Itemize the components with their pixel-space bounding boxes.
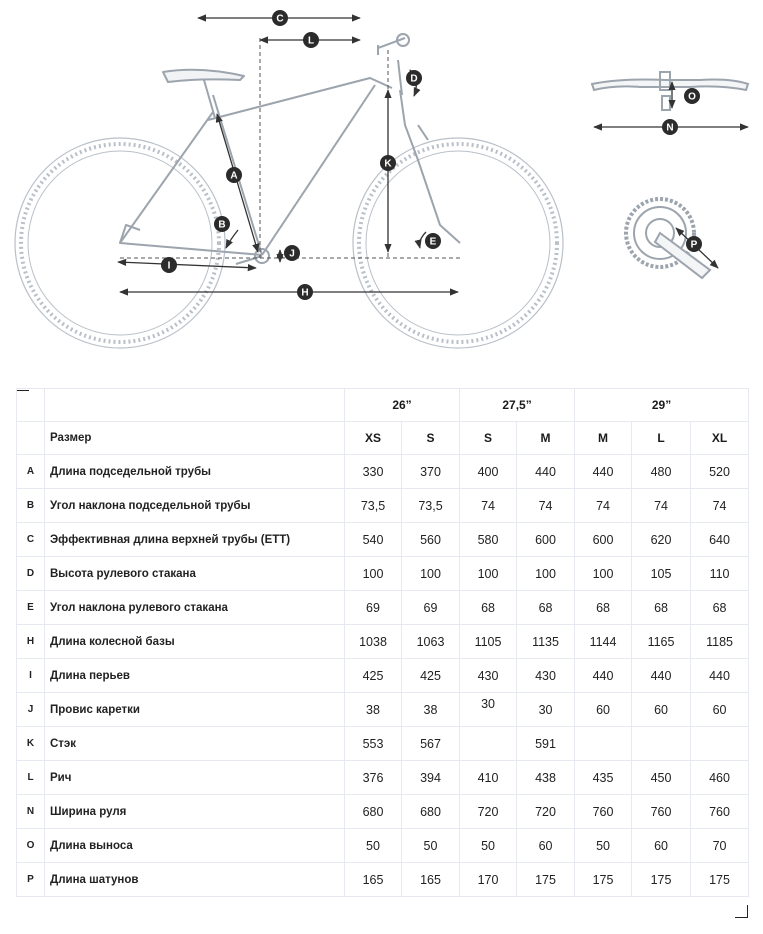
value-cell xyxy=(402,557,460,591)
value-text: 170 xyxy=(477,872,499,887)
value-text: 50 xyxy=(366,838,380,853)
value-cell xyxy=(632,829,691,863)
geometry-table-body xyxy=(17,455,749,897)
value-cell xyxy=(402,659,460,693)
svg-text:K: K xyxy=(384,158,392,170)
value-cell xyxy=(460,761,517,795)
row-label: Длина перьев xyxy=(45,659,345,693)
value-cell xyxy=(402,489,460,523)
value-cell xyxy=(402,829,460,863)
value-text: 68 xyxy=(538,600,553,615)
value-cell xyxy=(632,795,691,829)
row-key: N xyxy=(17,795,45,829)
value-cell xyxy=(517,829,575,863)
value-text: 1038 xyxy=(359,634,387,649)
value-text: 600 xyxy=(592,532,614,547)
value-cell xyxy=(632,659,691,693)
size-cell: M xyxy=(575,422,632,455)
value-cell xyxy=(460,591,517,625)
value-text: 480 xyxy=(650,464,672,479)
value-cell xyxy=(345,693,402,727)
value-text: 560 xyxy=(420,532,441,547)
svg-text:L: L xyxy=(307,35,315,47)
value-text: 74 xyxy=(654,498,668,513)
value-cell xyxy=(345,795,402,829)
value-text: 680 xyxy=(420,804,441,819)
value-cell xyxy=(402,761,460,795)
table-row xyxy=(17,489,749,523)
value-cell xyxy=(345,625,402,659)
group-29: 29” xyxy=(575,389,749,422)
row-label: Рич xyxy=(45,761,345,795)
value-cell xyxy=(345,761,402,795)
row-label: Ширина руля xyxy=(45,795,345,829)
value-cell xyxy=(575,693,632,727)
badge-i xyxy=(161,257,177,273)
value-text: 370 xyxy=(420,464,441,479)
svg-text:A: A xyxy=(230,170,238,182)
value-cell xyxy=(517,591,575,625)
row-key: B xyxy=(17,489,45,523)
value-text: 74 xyxy=(481,498,495,513)
value-cell xyxy=(402,693,460,727)
table-row xyxy=(17,591,749,625)
value-cell xyxy=(691,863,749,897)
value-text: 30 xyxy=(481,696,495,711)
value-text: 74 xyxy=(538,498,553,513)
value-cell xyxy=(575,727,632,761)
value-text: 425 xyxy=(362,668,384,683)
value-text: 50 xyxy=(481,838,495,853)
value-cell xyxy=(460,863,517,897)
table-row xyxy=(17,693,749,727)
value-cell xyxy=(460,829,517,863)
svg-text:H: H xyxy=(301,287,309,299)
value-text: 600 xyxy=(535,532,556,547)
row-key: L xyxy=(17,761,45,795)
row-key: C xyxy=(17,523,45,557)
value-cell xyxy=(575,829,632,863)
value-text: 394 xyxy=(420,770,441,785)
value-text: 640 xyxy=(709,532,730,547)
badge-a xyxy=(226,167,242,183)
row-label: Эффективная длина верхней трубы (ETT) xyxy=(45,523,345,557)
value-text: 400 xyxy=(477,464,499,479)
badge-n xyxy=(662,119,678,135)
badge-h xyxy=(297,284,313,300)
value-cell xyxy=(402,455,460,489)
row-key: O xyxy=(17,829,45,863)
value-text: 50 xyxy=(596,838,610,853)
value-cell xyxy=(632,625,691,659)
value-cell xyxy=(517,523,575,557)
value-cell xyxy=(345,659,402,693)
value-cell xyxy=(517,761,575,795)
value-text: 450 xyxy=(650,770,672,785)
value-cell xyxy=(402,727,460,761)
value-text: 720 xyxy=(535,804,556,819)
value-text: 100 xyxy=(420,566,441,581)
value-text: 760 xyxy=(709,804,730,819)
value-text: 425 xyxy=(420,668,441,683)
value-cell xyxy=(345,489,402,523)
crankset-diagram xyxy=(626,199,718,278)
table-row xyxy=(17,829,749,863)
value-text: 110 xyxy=(709,566,730,581)
value-text: 30 xyxy=(538,702,553,717)
value-text: 60 xyxy=(538,838,553,853)
value-text: 175 xyxy=(650,872,672,887)
value-cell xyxy=(575,863,632,897)
value-cell xyxy=(517,557,575,591)
table-row xyxy=(17,761,749,795)
value-cell xyxy=(575,489,632,523)
value-cell xyxy=(691,455,749,489)
value-text: 330 xyxy=(362,464,384,479)
value-text: 175 xyxy=(535,872,556,887)
handlebar-diagram xyxy=(592,72,748,127)
geometry-table xyxy=(16,388,749,897)
value-text: 591 xyxy=(535,736,556,751)
value-cell xyxy=(632,727,691,761)
svg-text:E: E xyxy=(429,236,437,248)
value-cell xyxy=(632,455,691,489)
value-cell xyxy=(517,625,575,659)
value-cell xyxy=(575,455,632,489)
size-key-spacer xyxy=(17,422,45,455)
value-text: 540 xyxy=(362,532,384,547)
row-label: Высота рулевого стакана xyxy=(45,557,345,591)
svg-text:I: I xyxy=(167,260,171,272)
bike-frame xyxy=(120,34,460,264)
size-cell: XS xyxy=(345,422,402,455)
value-cell xyxy=(632,591,691,625)
value-cell xyxy=(460,625,517,659)
value-cell xyxy=(517,659,575,693)
value-cell xyxy=(691,761,749,795)
row-key: H xyxy=(17,625,45,659)
value-text: 553 xyxy=(362,736,384,751)
value-cell xyxy=(345,829,402,863)
value-text: 520 xyxy=(709,464,730,479)
group-26: 26” xyxy=(345,389,460,422)
value-text: 74 xyxy=(712,498,727,513)
svg-text:D: D xyxy=(410,73,418,85)
value-text: 68 xyxy=(596,600,610,615)
value-cell xyxy=(402,523,460,557)
size-cell: S xyxy=(402,422,460,455)
value-cell xyxy=(460,557,517,591)
value-text: 60 xyxy=(654,702,668,717)
value-cell xyxy=(345,591,402,625)
value-cell xyxy=(345,863,402,897)
value-cell xyxy=(517,795,575,829)
svg-text:J: J xyxy=(289,248,295,260)
row-label: Угол наклона подседельной трубы xyxy=(45,489,345,523)
header-spacer-label xyxy=(45,389,345,422)
size-cell: L xyxy=(632,422,691,455)
svg-text:N: N xyxy=(666,122,674,134)
row-key: P xyxy=(17,863,45,897)
badge-c xyxy=(272,10,288,26)
value-text: 430 xyxy=(477,668,499,683)
group-27-5: 27,5” xyxy=(460,389,575,422)
value-cell xyxy=(460,659,517,693)
row-key: K xyxy=(17,727,45,761)
value-cell xyxy=(402,625,460,659)
value-text: 1165 xyxy=(647,634,675,649)
value-text: 680 xyxy=(362,804,384,819)
value-cell xyxy=(402,591,460,625)
value-text: 1063 xyxy=(416,634,445,649)
value-text: 38 xyxy=(423,702,438,717)
value-cell xyxy=(345,455,402,489)
row-key: E xyxy=(17,591,45,625)
value-cell xyxy=(460,455,517,489)
value-cell xyxy=(460,727,517,761)
value-text: 68 xyxy=(481,600,495,615)
value-cell xyxy=(517,727,575,761)
svg-text:C: C xyxy=(276,13,284,25)
value-cell xyxy=(517,693,575,727)
badge-j xyxy=(284,245,300,261)
value-cell xyxy=(575,523,632,557)
value-cell xyxy=(402,795,460,829)
value-text: 60 xyxy=(596,702,610,717)
value-cell xyxy=(691,523,749,557)
value-text: 105 xyxy=(650,566,672,581)
value-text: 438 xyxy=(535,770,556,785)
row-label: Угол наклона рулевого стакана xyxy=(45,591,345,625)
value-text: 100 xyxy=(535,566,556,581)
value-text: 440 xyxy=(650,668,672,683)
size-row xyxy=(17,422,749,455)
value-text: 68 xyxy=(712,600,727,615)
value-text: 1144 xyxy=(589,634,617,649)
value-cell xyxy=(345,727,402,761)
header-spacer-key xyxy=(17,389,45,422)
value-text: 70 xyxy=(712,838,727,853)
value-text: 760 xyxy=(650,804,672,819)
badge-k xyxy=(380,155,396,171)
value-cell xyxy=(691,489,749,523)
value-cell xyxy=(575,761,632,795)
value-cell xyxy=(632,863,691,897)
corner-mark-bottom-right xyxy=(735,905,748,918)
value-text: 440 xyxy=(535,464,556,479)
value-text: 175 xyxy=(592,872,614,887)
value-cell xyxy=(575,795,632,829)
size-cell: XL xyxy=(691,422,749,455)
value-text: 720 xyxy=(477,804,499,819)
value-cell xyxy=(632,557,691,591)
value-text: 60 xyxy=(712,702,727,717)
value-cell xyxy=(345,557,402,591)
value-cell xyxy=(575,659,632,693)
badge-p xyxy=(686,236,702,252)
value-text: 1185 xyxy=(706,634,733,649)
value-cell xyxy=(632,693,691,727)
row-label: Провис каретки xyxy=(45,693,345,727)
svg-text:O: O xyxy=(688,91,696,103)
table-row xyxy=(17,795,749,829)
size-cell: M xyxy=(517,422,575,455)
wheel-size-header-row xyxy=(17,389,749,422)
badge-l xyxy=(303,32,319,48)
value-text: 1105 xyxy=(474,634,502,649)
table-row xyxy=(17,455,749,489)
value-text: 165 xyxy=(420,872,441,887)
value-text: 69 xyxy=(366,600,380,615)
value-cell xyxy=(691,829,749,863)
table-row xyxy=(17,727,749,761)
value-cell xyxy=(345,523,402,557)
size-cell: S xyxy=(460,422,517,455)
row-key: A xyxy=(17,455,45,489)
badge-e xyxy=(425,233,441,249)
value-text: 440 xyxy=(592,464,614,479)
value-cell xyxy=(691,625,749,659)
value-cell xyxy=(517,489,575,523)
value-cell xyxy=(460,523,517,557)
size-row-label: Размер xyxy=(45,422,345,455)
value-text: 38 xyxy=(366,702,380,717)
value-text: 440 xyxy=(709,668,730,683)
value-cell xyxy=(517,863,575,897)
svg-text:B: B xyxy=(218,219,226,231)
value-text: 430 xyxy=(535,668,556,683)
value-cell xyxy=(632,523,691,557)
badge-d xyxy=(406,70,422,86)
table-row xyxy=(17,557,749,591)
value-text: 175 xyxy=(709,872,730,887)
bike-geometry-diagram xyxy=(0,0,763,370)
row-key: I xyxy=(17,659,45,693)
value-cell xyxy=(632,761,691,795)
value-cell xyxy=(460,795,517,829)
value-text: 100 xyxy=(477,566,499,581)
table-row xyxy=(17,625,749,659)
table-row xyxy=(17,523,749,557)
value-text: 165 xyxy=(362,872,384,887)
value-cell xyxy=(691,659,749,693)
value-text: 100 xyxy=(592,566,614,581)
value-cell xyxy=(575,557,632,591)
value-text: 376 xyxy=(362,770,384,785)
value-text: 73,5 xyxy=(418,498,443,513)
value-cell xyxy=(691,693,749,727)
value-text: 74 xyxy=(596,498,610,513)
value-cell xyxy=(691,727,749,761)
value-text: 100 xyxy=(362,566,384,581)
value-text: 760 xyxy=(592,804,614,819)
row-key: D xyxy=(17,557,45,591)
value-cell xyxy=(517,455,575,489)
row-key: J xyxy=(17,693,45,727)
row-label: Длина подседельной трубы xyxy=(45,455,345,489)
value-cell xyxy=(575,591,632,625)
value-text: 50 xyxy=(423,838,438,853)
value-cell xyxy=(632,489,691,523)
table-row xyxy=(17,659,749,693)
table-row xyxy=(17,863,749,897)
row-label: Стэк xyxy=(45,727,345,761)
value-text: 73,5 xyxy=(360,498,386,513)
row-label: Длина колесной базы xyxy=(45,625,345,659)
row-label: Длина выноса xyxy=(45,829,345,863)
value-cell xyxy=(402,863,460,897)
value-cell xyxy=(691,557,749,591)
badge-o xyxy=(684,88,700,104)
value-text: 580 xyxy=(477,532,499,547)
value-cell xyxy=(691,591,749,625)
value-cell xyxy=(691,795,749,829)
row-label: Длина шатунов xyxy=(45,863,345,897)
value-text: 440 xyxy=(592,668,614,683)
value-text: 1135 xyxy=(532,634,559,649)
badge-b xyxy=(214,216,230,232)
value-cell xyxy=(460,693,517,727)
value-cell xyxy=(460,489,517,523)
svg-text:P: P xyxy=(690,239,698,251)
value-text: 620 xyxy=(650,532,672,547)
value-text: 567 xyxy=(420,736,441,751)
value-text: 60 xyxy=(654,838,668,853)
value-text: 68 xyxy=(654,600,668,615)
value-text: 460 xyxy=(709,770,730,785)
value-text: 410 xyxy=(477,770,499,785)
value-text: 435 xyxy=(592,770,614,785)
value-text: 69 xyxy=(423,600,438,615)
value-cell xyxy=(575,625,632,659)
